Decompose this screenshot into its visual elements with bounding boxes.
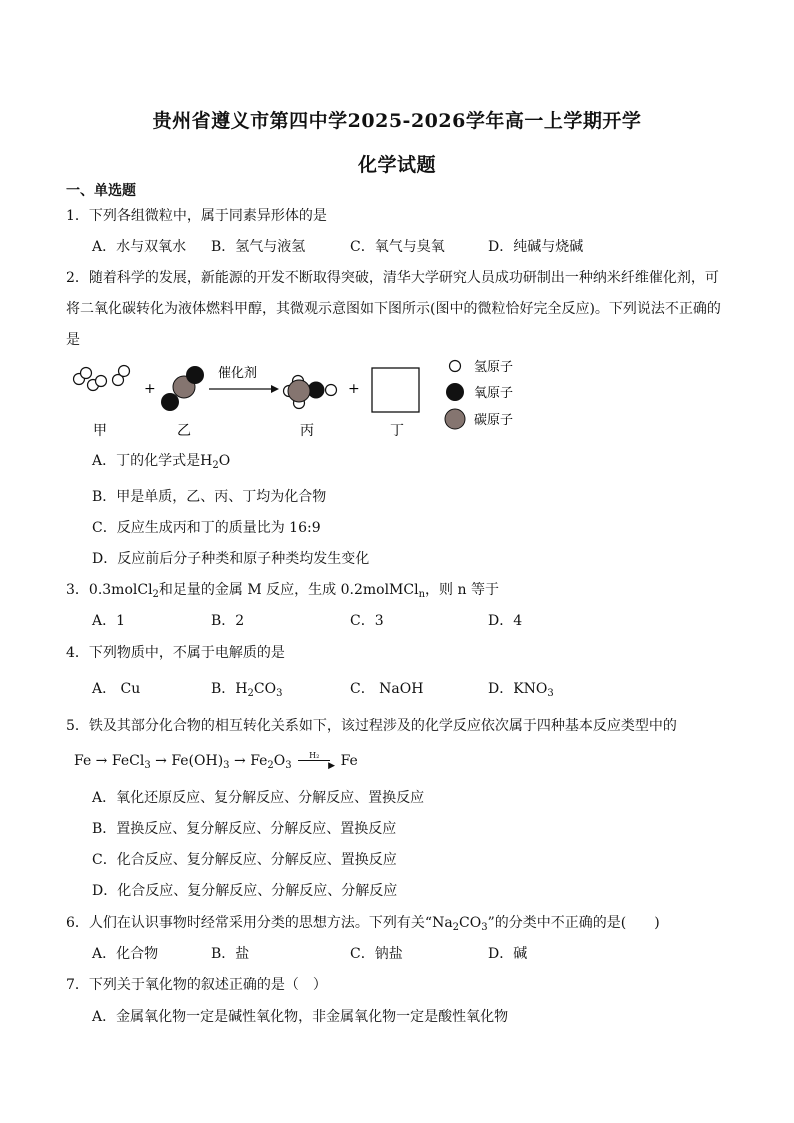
q1-stem: 1．下列各组微粒中，属于同素异形体的是 [66, 208, 327, 224]
q2-option-b: B．甲是单质，乙、丙、丁均为化合物 [92, 489, 327, 505]
q4-option-c: C． NaOH [350, 681, 424, 697]
molecule-yi [161, 366, 204, 411]
q5-reaction-chain: Fe → FeCl$_3$ → $Fe(OH)_3 \to Fe_2O_3$ H₂ ▶ Fe [74, 751, 358, 771]
h2-arrow: H₂ ▶ [296, 754, 336, 768]
label-bing: 丙 [300, 423, 314, 439]
q2-option-c: C．反应生成丙和丁的质量比为 16:9 [92, 520, 321, 536]
molecule-ding-box [372, 368, 419, 412]
legend-oxygen-label: 氧原子 [474, 386, 514, 401]
q5-option-b: B．置换反应、复分解反应、分解反应、置换反应 [92, 821, 397, 837]
q1-option-a: A．水与双氧水 [92, 239, 187, 255]
legend-carbon-icon [445, 409, 465, 429]
q2-stem-line3: 是 [66, 332, 80, 348]
reaction-arrow-head [271, 385, 279, 393]
q2-stem-line2: 将二氧化碳转化为液体燃料甲醇，其微观示意图如下图所示(图中的微粒恰好完全反应)。下列说法不正确的 [66, 301, 721, 317]
q5-option-c: C．化合反应、复分解反应、分解反应、置换反应 [92, 852, 397, 868]
molecule-bing [284, 376, 337, 409]
q6-option-b: B．盐 [211, 946, 250, 962]
label-ding: 丁 [390, 423, 404, 439]
q1-option-d: D．纯碱与烧碱 [488, 239, 584, 255]
exam-subtitle: 化学试题 [357, 154, 436, 176]
q3-option-d: D．4 [488, 613, 523, 629]
q3-option-a: A．1 [92, 613, 126, 629]
q5-option-a: A．氧化还原反应、复分解反应、分解反应、置换反应 [92, 790, 425, 806]
q3-option-b: B．2 [211, 613, 245, 629]
q6-option-d: D．碱 [488, 946, 528, 962]
q6-stem: 6．人们在认识事物时经常采用分类的思想方法。下列有关“$Na_2CO_3$”的分类中不正确的是( ) [66, 915, 660, 933]
plus-sign-2: + [348, 381, 360, 397]
label-jia: 甲 [93, 423, 107, 439]
q7-option-a: A．金属氧化物一定是碱性氧化物，非金属氧化物一定是酸性氧化物 [92, 1009, 509, 1025]
q5-stem: 5．铁及其部分化合物的相互转化关系如下，该过程涉及的化学反应依次属于四种基本反应类型中的 [66, 718, 677, 734]
label-yi: 乙 [177, 423, 191, 439]
legend-carbon-label: 碳原子 [474, 413, 514, 428]
legend-oxygen-icon [446, 383, 464, 401]
q4-option-a: A． Cu [92, 681, 141, 697]
q4-option-b: B．$H_2CO_3$ [211, 681, 283, 699]
q6-option-a: A．化合物 [92, 946, 159, 962]
q4-option-d: D．$KNO_3$ [488, 681, 554, 699]
q6-option-c: C．钠盐 [350, 946, 403, 962]
catalyst-label: 催化剂 [218, 366, 258, 381]
q3-stem: 3．0.3molCl$_2$和足量的金属 M 反应，生成 0.2molMCl$_n$，则 n 等于 [66, 582, 499, 600]
molecule-jia [74, 366, 130, 391]
q1-option-b: B．氢气与液氢 [211, 239, 306, 255]
plus-sign-1: + [144, 381, 156, 397]
reaction-diagram [66, 355, 536, 441]
q2-option-d: D．反应前后分子种类和原子种类均发生变化 [92, 551, 370, 567]
legend-hydrogen-icon [450, 361, 461, 372]
q3-option-c: C．3 [350, 613, 384, 629]
section-heading: 一、单选题 [66, 183, 136, 199]
q7-stem: 7．下列关于氧化物的叙述正确的是（ ） [66, 977, 327, 993]
q2-stem-line1: 2．随着科学的发展，新能源的开发不断取得突破，清华大学研究人员成功研制出一种纳米纤维催化剂，可 [66, 270, 719, 286]
q5-option-d: D．化合反应、复分解反应、分解反应、分解反应 [92, 883, 398, 899]
q4-stem: 4．下列物质中，不属于电解质的是 [66, 645, 285, 661]
exam-title: 贵州省遵义市第四中学2025-2026学年高一上学期开学 [152, 110, 642, 132]
q2-option-a: A．丁的化学式是$H_2O$ [92, 453, 231, 471]
legend-hydrogen-label: 氢原子 [474, 360, 514, 375]
q1-option-c: C．氧气与臭氧 [350, 239, 445, 255]
